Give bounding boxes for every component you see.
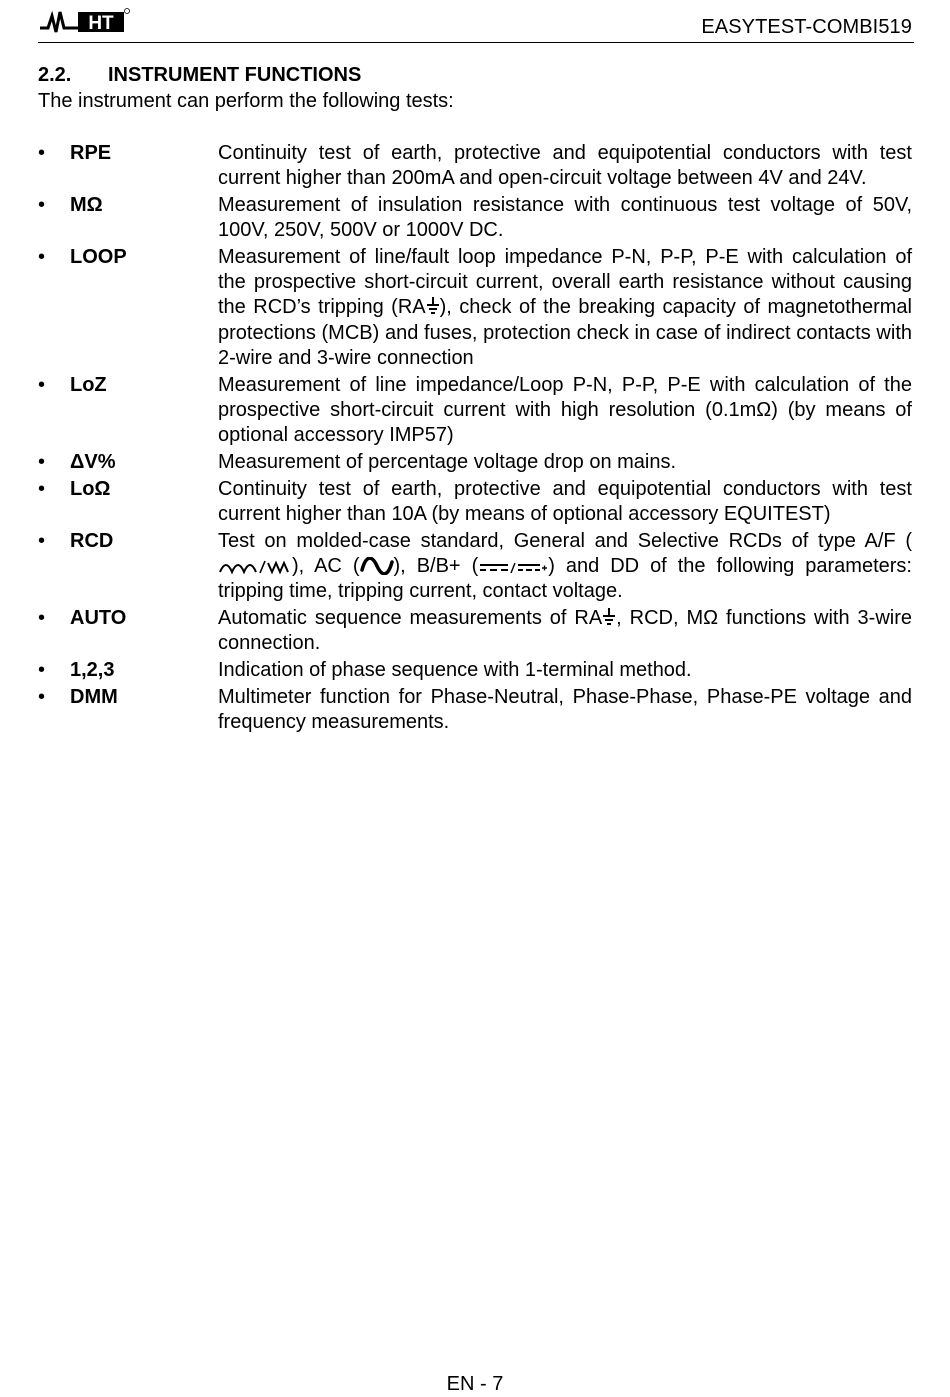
function-list [38, 141, 912, 737]
list-item-loz [38, 373, 912, 449]
function-description: Test on molded-case standard, General and Selective RCDs of type A/F (), AC ( ), B/B+ ( ) and DD of the following parameters: tripping time, tripping current, contact voltage. [218, 529, 912, 603]
function-description: Measurement of line impedance/Loop P-N, P-P, P-E with calculation of the prospective short-circuit current with high resolution (0.1mΩ) (by means of optional accessory IMP57) [218, 373, 912, 447]
function-term: ΔV% [70, 450, 116, 473]
function-term: MΩ [70, 194, 103, 216]
function-description: Measurement of insulation resistance with continuous test voltage of 50V, 100V, 250V, 500V or 1000V DC. [218, 194, 912, 242]
list-item-auto [38, 606, 912, 656]
pulsating-dc-icon [218, 557, 292, 575]
function-description: Indication of phase sequence with 1-terminal method. [218, 658, 692, 681]
function-description: Automatic sequence measurements of RA , RCD, MΩ functions with 3-wire connection. [218, 606, 912, 655]
function-description: Continuity test of earth, protective and equipotential conductors with test current higher than 10A (by means of optional accessory EQUITEST) [218, 477, 912, 525]
bullet-icon: • [38, 658, 46, 681]
list-item-mohm [38, 193, 912, 243]
bullet-icon: • [38, 450, 46, 473]
bullet-icon: • [38, 373, 46, 396]
bullet-icon: • [38, 685, 46, 708]
section-heading [38, 64, 361, 87]
function-term: RCD [70, 529, 114, 552]
function-description: Multimeter function for Phase-Neutral, Phase-Phase, Phase-PE voltage and frequency measurements. [218, 685, 912, 733]
function-term: 1,2,3 [70, 658, 115, 681]
function-description: Measurement of line/fault loop impedance P-N, P-P, P-E with calculation of the prospective short-circuit current, overall earth resistance without causing the RCD’s tripping (RA ), check of the breaking capacity of magnetothermal protections (MCB) and fuses, protection check in case of indirect contacts with 2-wire and 3-wire connection [218, 246, 912, 369]
function-description: Measurement of percentage voltage drop on mains. [218, 450, 677, 473]
page-number: EN - 7 [446, 1373, 504, 1395]
bullet-icon: • [38, 606, 46, 629]
list-item-dmm [38, 685, 912, 735]
header-rule [38, 42, 914, 43]
bullet-icon: • [38, 246, 46, 268]
bullet-icon: • [38, 529, 46, 552]
model-name: EASYTEST-COMBI519 [701, 16, 912, 38]
section-intro: The instrument can perform the following tests: [38, 90, 454, 112]
list-item-phase-sequence [38, 658, 912, 683]
list-item-rcd [38, 529, 912, 605]
bullet-icon: • [38, 477, 46, 500]
function-term: LoΩ [70, 477, 111, 500]
ht-logo [38, 6, 130, 36]
function-term: LoZ [70, 373, 107, 396]
function-term: RPE [70, 142, 112, 164]
list-item-loop [38, 245, 912, 371]
function-term: DMM [70, 685, 118, 708]
list-item-voltage-drop [38, 450, 912, 475]
earth-ground-icon [602, 607, 616, 627]
smooth-dc-icon [478, 561, 548, 575]
earth-ground-icon [426, 296, 440, 316]
section-title: INSTRUMENT FUNCTIONS [108, 64, 362, 86]
section-number: 2.2. [38, 64, 72, 86]
function-term: LOOP [70, 246, 127, 268]
list-item-lo-ohm [38, 477, 912, 527]
ac-wave-icon [360, 557, 394, 575]
bullet-icon: • [38, 142, 46, 164]
function-description: Continuity test of earth, protective and equipotential conductors with test current higher than 200mA and open-circuit voltage between 4V and 24V. [218, 142, 912, 190]
list-item-rpe [38, 141, 912, 191]
function-term: AUTO [70, 606, 127, 629]
bullet-icon: • [38, 194, 46, 216]
page-header [38, 6, 914, 42]
svg-text:HT: HT [88, 13, 114, 34]
